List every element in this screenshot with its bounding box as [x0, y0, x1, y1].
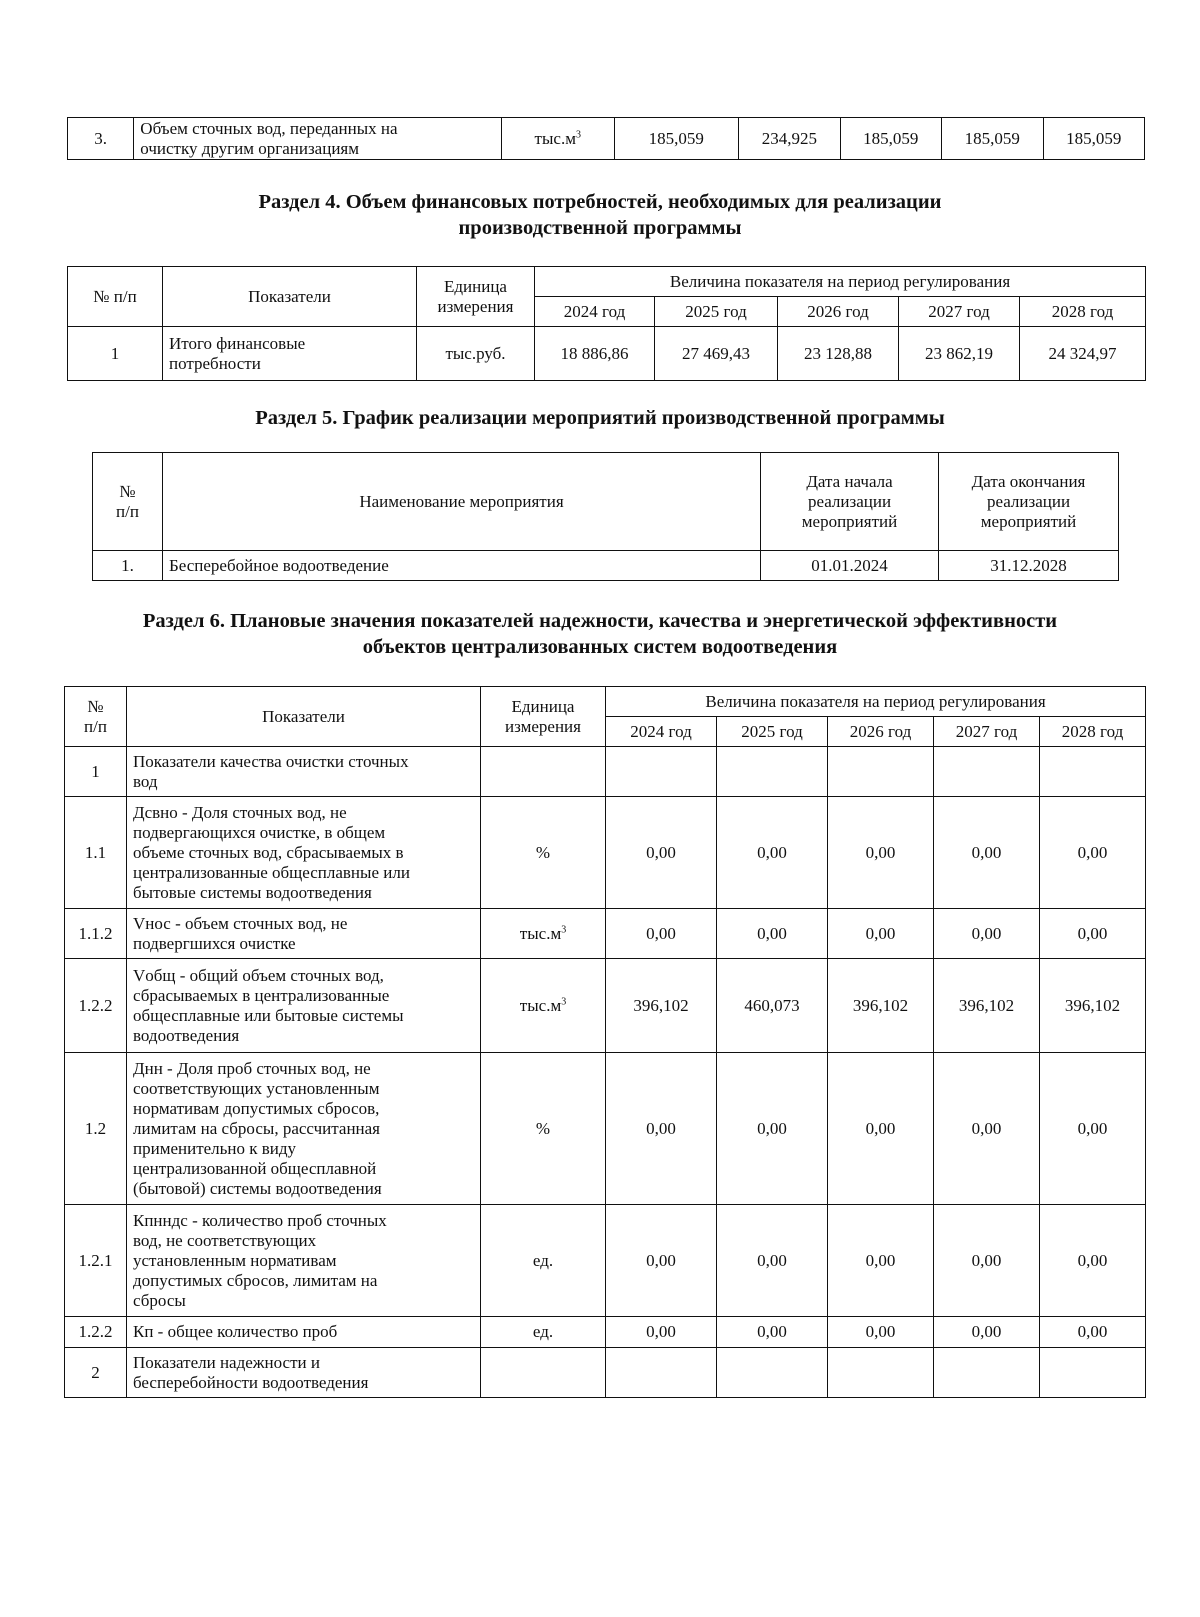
unit-cell: %	[481, 1053, 606, 1205]
value-cell: 460,073	[717, 959, 828, 1053]
indicator-line: централизованные общесплавные или	[133, 862, 410, 882]
unit-cell	[481, 747, 606, 797]
indicator-line: соответствующих установленным	[133, 1078, 380, 1098]
indicator-line: объеме сточных вод, сбрасываемых в	[133, 842, 404, 862]
row-number: 1.2.1	[65, 1205, 127, 1317]
value-cell: 185,059	[614, 118, 739, 160]
indicator-name: Объем сточных вод, переданных на очистку другим организациям	[134, 118, 502, 160]
indicator-line: бесперебойности водоотведения	[133, 1372, 369, 1392]
table-row	[65, 1348, 1146, 1398]
row-number: 3.	[68, 118, 134, 160]
row-number: 1.2	[65, 1053, 127, 1205]
indicator-line: общесплавные или бытовые системы	[133, 1005, 404, 1025]
value-cell: 185,059	[1043, 118, 1145, 160]
indicator-line: бытовые системы водоотведения	[133, 882, 372, 902]
value-cell: 234,925	[739, 118, 840, 160]
value-cell: 0,00	[828, 909, 934, 959]
num-header: № п/п	[68, 267, 163, 327]
value-cell: 0,00	[934, 1053, 1040, 1205]
value-cell: 0,00	[828, 1317, 934, 1348]
table-row	[65, 909, 1146, 959]
unit-cell: $тыс.м^3$	[481, 909, 606, 959]
indicator-line: (бытовой) системы водоотведения	[133, 1178, 382, 1198]
year-header: 2025 год	[655, 297, 778, 327]
value-cell: 396,102	[1040, 959, 1146, 1053]
period-header: Величина показателя на период регулирования	[606, 687, 1146, 717]
value-cell: 396,102	[828, 959, 934, 1053]
value-cell: 0,00	[828, 1205, 934, 1317]
value-cell: 0,00	[1040, 1205, 1146, 1317]
unit-cell: ед.	[481, 1205, 606, 1317]
event-name-header: Наименование мероприятия	[163, 453, 761, 551]
period-header: Величина показателя на период регулирования	[535, 267, 1146, 297]
indicator-name	[127, 1205, 481, 1317]
section5-title: Раздел 5. График реализации мероприятий производственной программы	[255, 407, 945, 429]
value-cell: 185,059	[840, 118, 941, 160]
value-cell: 0,00	[606, 1053, 717, 1205]
value-cell: 0,00	[717, 909, 828, 959]
value-cell	[934, 1348, 1040, 1398]
indicator-line: применительно к виду	[133, 1138, 297, 1158]
value-cell: 0,00	[606, 797, 717, 909]
indicator-line: Vобщ - общий объем сточных вод,	[133, 965, 384, 985]
value-cell	[606, 1348, 717, 1398]
unit-header: Единица измерения	[481, 687, 606, 747]
indicator-line: подвергающихся очистке, в общем	[133, 822, 386, 842]
value-cell	[717, 747, 828, 797]
value-cell	[934, 747, 1040, 797]
row-number: 1.2.2	[65, 959, 127, 1053]
indicator-header: Показатели	[127, 687, 481, 747]
indicator-name	[127, 909, 481, 959]
value-cell: 0,00	[606, 909, 717, 959]
section4-title: Раздел 4. Объем финансовых потребностей, необходимых для реализации производственной программы	[258, 191, 942, 239]
indicator-name	[127, 797, 481, 909]
table-row	[93, 551, 1119, 581]
unit-cell: $тыс.м^3$	[502, 118, 615, 160]
value-cell: 0,00	[934, 1205, 1040, 1317]
indicator-line: водоотведения	[133, 1025, 240, 1045]
indicator-line: Vнос - объем сточных вод, не	[133, 913, 348, 933]
indicator-line: Днн - Доля проб сточных вод, не	[133, 1058, 371, 1078]
top-continuation-table	[67, 117, 1145, 160]
indicator-name	[127, 1317, 481, 1348]
value-cell: 0,00	[717, 1317, 828, 1348]
value-cell: 0,00	[934, 797, 1040, 909]
indicator-line: лимитам на сбросы, рассчитанная	[133, 1118, 380, 1138]
table-row	[65, 797, 1146, 909]
unit-cell: $тыс.м^3$	[481, 959, 606, 1053]
year-header: 2028 год	[1040, 717, 1146, 747]
indicator-line: Кп - общее количество проб	[133, 1322, 338, 1341]
section6-title: Раздел 6. Плановые значения показателей надежности, качества и энергетической эффективности объектов централизованных систем водоотведения	[142, 610, 1058, 658]
table-row	[65, 1053, 1146, 1205]
unit-cell	[481, 1348, 606, 1398]
row-number: 1.2.2	[65, 1317, 127, 1348]
value-cell	[828, 1348, 934, 1398]
section4-table	[67, 266, 1146, 381]
row-number: 1.1.2	[65, 909, 127, 959]
year-header: 2026 год	[778, 297, 899, 327]
indicator-name	[127, 959, 481, 1053]
value-cell: 185,059	[942, 118, 1043, 160]
value-cell: 396,102	[606, 959, 717, 1053]
header-row	[68, 267, 1146, 297]
value-cell: 0,00	[934, 909, 1040, 959]
indicator-line: подвергшихся очистке	[133, 933, 296, 953]
value-cell: 0,00	[1040, 909, 1146, 959]
value-cell: 0,00	[934, 1317, 1040, 1348]
value-cell: 18 886,86	[535, 327, 655, 381]
indicator-name	[127, 747, 481, 797]
year-header: 2027 год	[934, 717, 1040, 747]
start-date-header: Дата начала реализации мероприятий	[761, 453, 939, 551]
indicator-line: централизованной общесплавной	[133, 1158, 377, 1178]
value-cell: 24 324,97	[1020, 327, 1146, 381]
indicator-line: нормативам допустимых сбросов,	[133, 1098, 380, 1118]
row-number: 2	[65, 1348, 127, 1398]
year-header: 2025 год	[717, 717, 828, 747]
value-cell: 0,00	[828, 797, 934, 909]
indicator-line: Показатели надежности и	[133, 1352, 320, 1372]
row-number: 1.1	[65, 797, 127, 909]
year-header: 2026 год	[828, 717, 934, 747]
value-cell	[1040, 1348, 1146, 1398]
value-cell: 0,00	[717, 797, 828, 909]
unit-cell: %	[481, 797, 606, 909]
value-cell: 0,00	[717, 1205, 828, 1317]
table-row	[65, 1205, 1146, 1317]
value-cell: 0,00	[606, 1317, 717, 1348]
value-cell: 396,102	[934, 959, 1040, 1053]
section5-table	[92, 452, 1119, 581]
value-cell	[717, 1348, 828, 1398]
table-row	[68, 327, 1146, 381]
value-cell: 0,00	[1040, 1053, 1146, 1205]
table-row	[65, 1317, 1146, 1348]
num-header: № п/п	[93, 453, 163, 551]
value-cell: 0,00	[606, 1205, 717, 1317]
value-cell	[606, 747, 717, 797]
header-row	[65, 687, 1146, 717]
year-header: 2027 год	[899, 297, 1020, 327]
start-date: 01.01.2024	[761, 551, 939, 581]
year-header: 2024 год	[535, 297, 655, 327]
table-row	[65, 747, 1146, 797]
value-cell	[828, 747, 934, 797]
year-header: 2028 год	[1020, 297, 1146, 327]
value-cell: 0,00	[1040, 1317, 1146, 1348]
indicator-name: Итого финансовые потребности	[163, 327, 417, 381]
event-name: Бесперебойное водоотведение	[163, 551, 761, 581]
value-cell: 0,00	[828, 1053, 934, 1205]
end-date-header: Дата окончания реализации мероприятий	[939, 453, 1119, 551]
section6-table	[64, 686, 1146, 1398]
indicator-line: сбросы	[133, 1290, 186, 1310]
indicator-line: допустимых сбросов, лимитам на	[133, 1270, 378, 1290]
indicator-name	[127, 1053, 481, 1205]
row-number: 1	[68, 327, 163, 381]
value-cell: 0,00	[1040, 797, 1146, 909]
unit-header: Единица измерения	[417, 267, 535, 327]
indicator-name	[127, 1348, 481, 1398]
num-header: № п/п	[65, 687, 127, 747]
unit-cell: ед.	[481, 1317, 606, 1348]
indicator-line: установленным нормативам	[133, 1250, 337, 1270]
end-date: 31.12.2028	[939, 551, 1119, 581]
header-row	[93, 453, 1119, 551]
value-cell: 23 862,19	[899, 327, 1020, 381]
value-cell	[1040, 747, 1146, 797]
indicator-line: вод, не соответствующих	[133, 1230, 317, 1250]
indicator-line: сбрасываемых в централизованные	[133, 985, 390, 1005]
year-header: 2024 год	[606, 717, 717, 747]
table-row	[68, 118, 1145, 160]
value-cell: 27 469,43	[655, 327, 778, 381]
value-cell: 0,00	[717, 1053, 828, 1205]
table-row	[65, 959, 1146, 1053]
section6-body	[65, 747, 1146, 1398]
row-number: 1.	[93, 551, 163, 581]
unit-cell: тыс.руб.	[417, 327, 535, 381]
value-cell: 23 128,88	[778, 327, 899, 381]
indicator-line: Кпнндс - количество проб сточных	[133, 1210, 387, 1230]
indicator-header: Показатели	[163, 267, 417, 327]
indicator-line: Дсвно - Доля сточных вод, не	[133, 802, 347, 822]
indicator-line: вод	[133, 771, 158, 791]
row-number: 1	[65, 747, 127, 797]
indicator-line: Показатели качества очистки сточных	[133, 751, 409, 771]
